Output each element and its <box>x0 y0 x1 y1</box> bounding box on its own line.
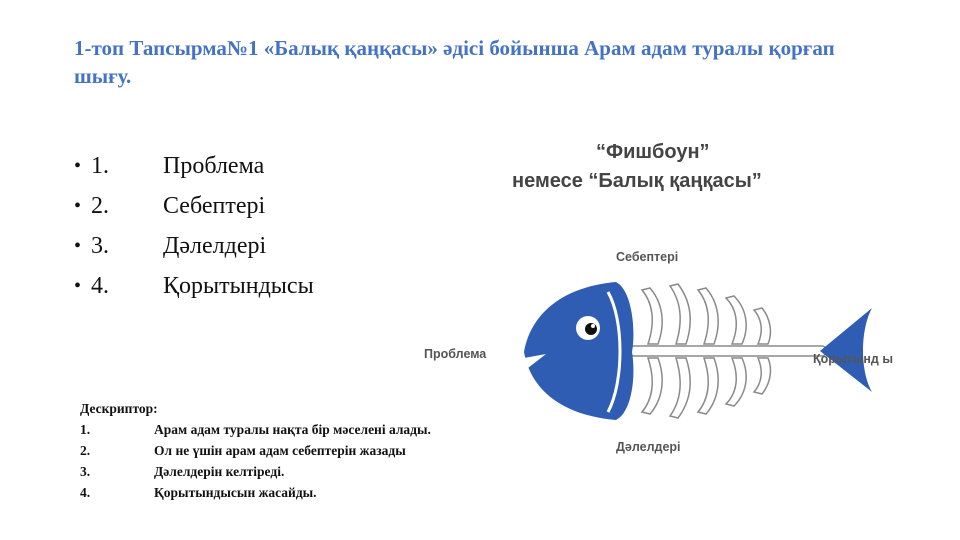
list-item <box>74 186 314 226</box>
descriptor-item <box>80 440 431 461</box>
fishbone-label-top: Себептері <box>616 250 679 264</box>
fishbone-label-bottom: Дәлелдері <box>616 440 681 454</box>
descriptor-item-text: Арам адам туралы нақта бір мәселені алады. <box>154 422 431 437</box>
bullet-icon: • <box>74 154 82 177</box>
descriptor-item-text: Қорытындысын жасайды. <box>154 485 317 500</box>
bullet-icon: • <box>74 234 82 257</box>
descriptor-item <box>80 419 431 440</box>
steps-list <box>74 146 314 306</box>
list-item-text: Проблема <box>163 152 265 179</box>
list-item <box>74 266 314 306</box>
descriptor-block <box>80 398 431 503</box>
descriptor-item-text: Ол не үшін арам адам себептерін жазады <box>154 443 406 458</box>
fish-skeleton-icon <box>420 130 900 470</box>
descriptor-item-number: 4. <box>80 485 91 500</box>
list-item-number: 3. <box>91 232 109 259</box>
bullet-icon: • <box>74 274 82 297</box>
descriptor-item-number: 2. <box>80 443 91 458</box>
descriptor-item-number: 1. <box>80 422 91 437</box>
list-item-number: 2. <box>91 192 109 219</box>
descriptor-item-text: Дәлелдерін келтіреді. <box>154 464 285 479</box>
list-item-number: 4. <box>91 272 109 299</box>
descriptor-item <box>80 482 431 503</box>
descriptor-heading: Дескриптор: <box>80 401 158 416</box>
slide-title: 1-топ Тапсырма№1 «Балық қаңқасы» әдісі бойынша Арам адам туралы қорғап шығу. <box>74 36 835 88</box>
fishbone-title-line1: “Фишбоун” <box>596 141 710 163</box>
list-item-text: Дәлелдері <box>163 232 267 259</box>
list-item <box>74 226 314 266</box>
fishbone-label-right: Қорытынд ы <box>812 352 893 366</box>
list-item-text: Себептері <box>163 192 266 219</box>
fishbone-label-left: Проблема <box>424 347 487 361</box>
descriptor-item-number: 3. <box>80 464 91 479</box>
list-item <box>74 146 314 186</box>
descriptor-item <box>80 461 431 482</box>
list-item-number: 1. <box>91 152 109 179</box>
bullet-icon: • <box>74 194 82 217</box>
fishbone-title-line2: немесе “Балық қаңқасы” <box>512 170 762 192</box>
list-item-text: Қорытындысы <box>163 272 314 299</box>
fishbone-diagram <box>420 130 900 470</box>
